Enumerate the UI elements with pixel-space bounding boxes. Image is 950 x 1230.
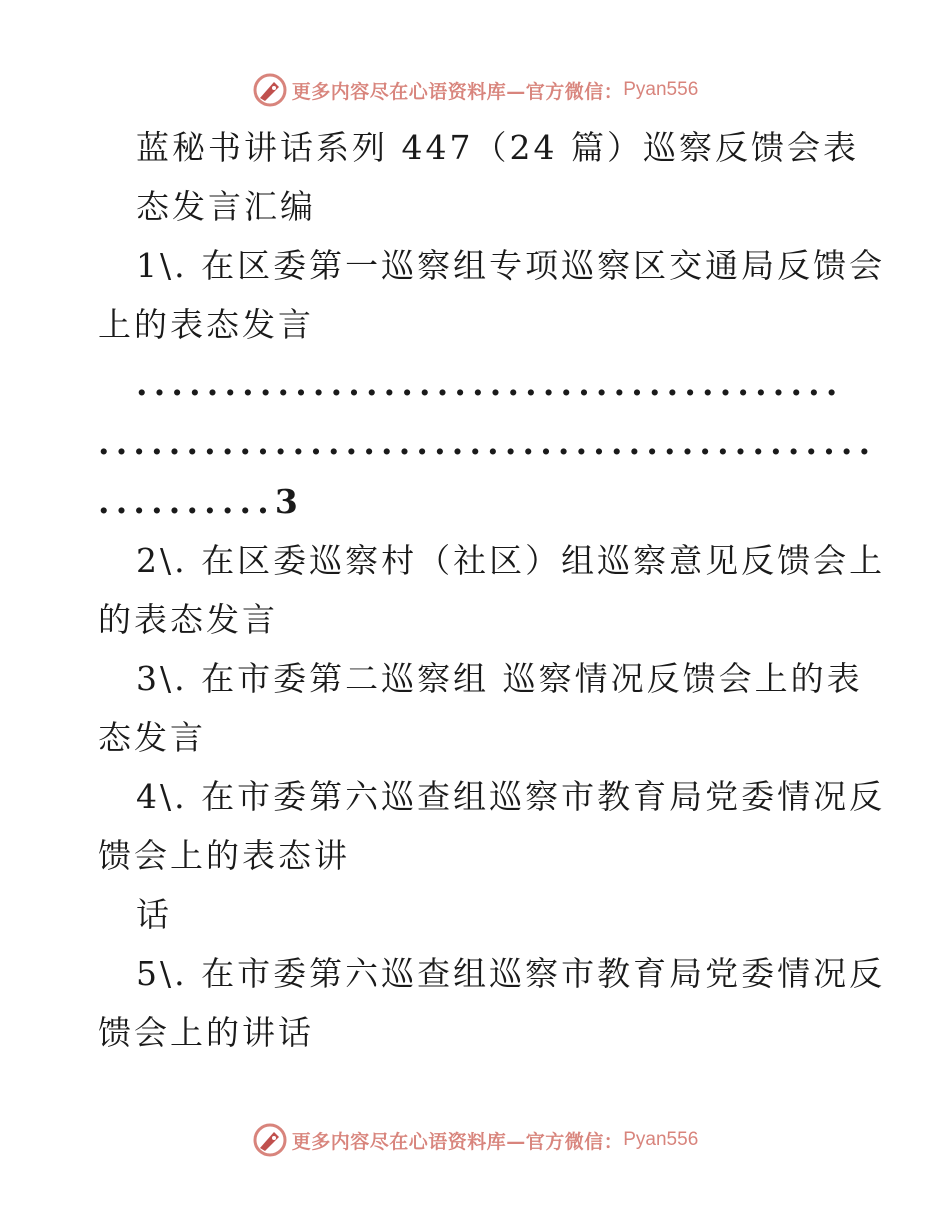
toc-item-3-line-2: 态发言 xyxy=(98,718,206,757)
toc-leader-dots-page: ..........3 xyxy=(98,482,305,521)
toc-item-5-line-1: 5\. 在市委第六巡查组巡察市教育局党委情况反 xyxy=(136,954,886,993)
toc-item-4-line-2: 馈会上的表态讲 xyxy=(98,836,350,875)
header-watermark xyxy=(0,70,950,110)
toc-item-1-line-1: 1\. 在区委第一巡察组专项巡察区交通局反馈会 xyxy=(136,246,886,285)
document-title-line-1: 蓝秘书讲话系列 447（24 篇）巡察反馈会表 xyxy=(136,128,859,167)
toc-item-3-line-1: 3\. 在市委第二巡察组 巡察情况反馈会上的表 xyxy=(136,659,863,698)
watermark-account: Pyan556 xyxy=(623,79,699,100)
toc-item-2-line-1: 2\. 在区委巡察村（社区）组巡察意见反馈会上 xyxy=(136,541,886,580)
watermark-account: Pyan556 xyxy=(623,1129,699,1150)
watermark-text: 更多内容尽在心语资料库—官方微信： xyxy=(291,1130,624,1153)
toc-item-5-line-2: 馈会上的讲话 xyxy=(98,1013,314,1052)
footer-watermark xyxy=(0,1120,950,1160)
toc-item-1-line-2: 上的表态发言 xyxy=(98,305,314,344)
pen-nib-circle-icon xyxy=(252,72,288,108)
toc-leader-dots-2: ............................................ xyxy=(98,423,877,462)
toc-item-2-line-2: 的表态发言 xyxy=(98,600,278,639)
toc-leader-dots-1: ........................................ xyxy=(136,364,844,403)
watermark-text: 更多内容尽在心语资料库—官方微信： xyxy=(291,80,624,103)
document-body xyxy=(98,118,886,1062)
pen-nib-circle-icon xyxy=(252,1122,288,1158)
toc-item-4-line-1: 4\. 在市委第六巡查组巡察市教育局党委情况反 xyxy=(136,777,886,816)
document-title-line-2: 态发言汇编 xyxy=(136,187,316,226)
toc-item-4-line-3: 话 xyxy=(136,895,172,934)
